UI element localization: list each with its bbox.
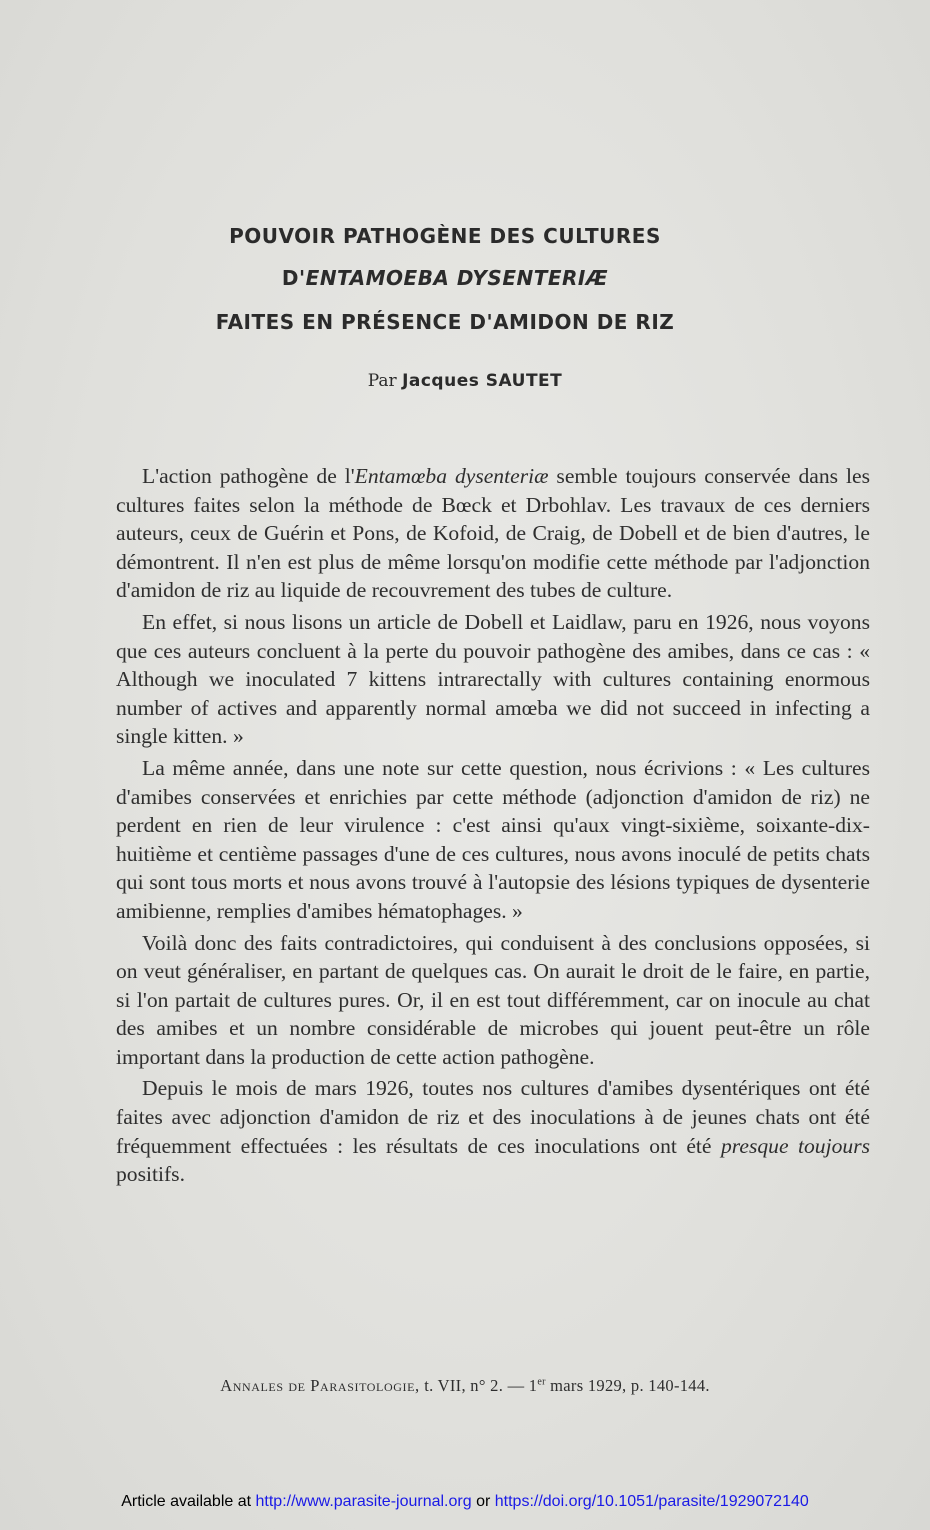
author-name: Jacques SAUTET (402, 371, 563, 391)
paragraph-1-text-b: semble toujours conservée dans les cultures faites selon la méthode de Bœck et Drbohlav. Les travaux de ces derniers auteurs, ceux de Guérin et Pons, de Kofoid, de Craig, de Dobell et de bien d'autres, le démontrent. Il n'en est plus de même lorsqu'on modifie cette méthode par l'adjonction d'amidon de riz au liquide de recouvrement des tubes de culture. (116, 464, 870, 603)
paragraph-1 (116, 462, 870, 605)
paragraph-5-text-a: Depuis le mois de mars 1926, toutes nos cultures d'amibes dysentériques ont été faites avec adjonction d'amidon de riz et des inoculations à de jeunes chats ont été fréquemment effectuées : les résultats de ces inoculations ont été (116, 1076, 870, 1158)
journal-name: Annales de Parasitologie, (220, 1376, 420, 1395)
paragraph-4: Voilà donc des faits contradictoires, qui conduisent à des conclusions opposées, si on veut généraliser, en partant de quelques cas. On aurait le droit de le faire, en partie, si l'on partait de cultures pures. Or, il en est tout différemment, car on inocule au chat des amibes et un nombre considérable de microbes qui jouent peut-être un rôle important dans la production de cette action pathogène. (116, 930, 870, 1069)
availability-footer (0, 1493, 930, 1511)
paragraph-2: En effet, si nous lisons un article de Dobell et Laidlaw, paru en 1926, nous voyons que ces auteurs concluent à la perte du pouvoir pathogène des amibes, dans ce cas : « Although we inoculated 7 kittens intrarectally with cultures containing enormous number of actives and apparently normal amœba we did not succeed in infecting a single kitten. » (116, 609, 870, 749)
title-line-2 (0, 266, 910, 290)
footer-prefix: Article available at (121, 1493, 256, 1510)
paragraph-1-text-a: L'action pathogène de l' (142, 464, 355, 488)
paragraph-3: La même année, dans une note sur cette question, nous écrivions : « Les cultures d'amibes conservées et enrichies par cette méthode (adjonction d'amidon de riz) ne perdent en rien de leur virulence : c'est ainsi qu'aux vingt-sixième, soixante-dix-huitième et centième passages d'une de ces cultures, nous avons inoculé de petits chats qui sont tous morts et nous avons trouvé à l'autopsie des lésions typiques de dysenterie amibienne, remplies d'amibes hématophages. » (116, 755, 870, 923)
author-line (0, 371, 930, 391)
doi-link[interactable]: https://doi.org/10.1051/parasite/1929072140 (494, 1493, 809, 1510)
paragraph-1-species: Entamœba dysenteriæ (354, 464, 549, 488)
journal-citation (0, 1376, 930, 1396)
paragraph-5-text-b: positifs. (116, 1162, 185, 1187)
title-line-3: FAITES EN PRÉSENCE D'AMIDON DE RIZ (215, 310, 675, 334)
journal-link[interactable]: http://www.parasite-journal.org (255, 1493, 472, 1510)
journal-date-pages: mars 1929, p. 140-144. (545, 1376, 710, 1395)
footer-middle: or (471, 1493, 495, 1510)
title-line-1: POUVOIR PATHOGÈNE DES CULTURES (229, 224, 661, 248)
journal-volume: t. VII, n° 2. — 1 (424, 1376, 538, 1395)
article-body (116, 462, 870, 1192)
journal-sup: er (537, 1376, 546, 1388)
title-line-2-prefix: D' (281, 266, 306, 290)
paragraph-5 (116, 1074, 870, 1188)
title-line-2-species: ENTAMOEBA DYSENTERIÆ (305, 266, 609, 290)
paragraph-5-emphasis: presque toujours (720, 1133, 870, 1158)
author-prefix: Par (367, 371, 397, 391)
